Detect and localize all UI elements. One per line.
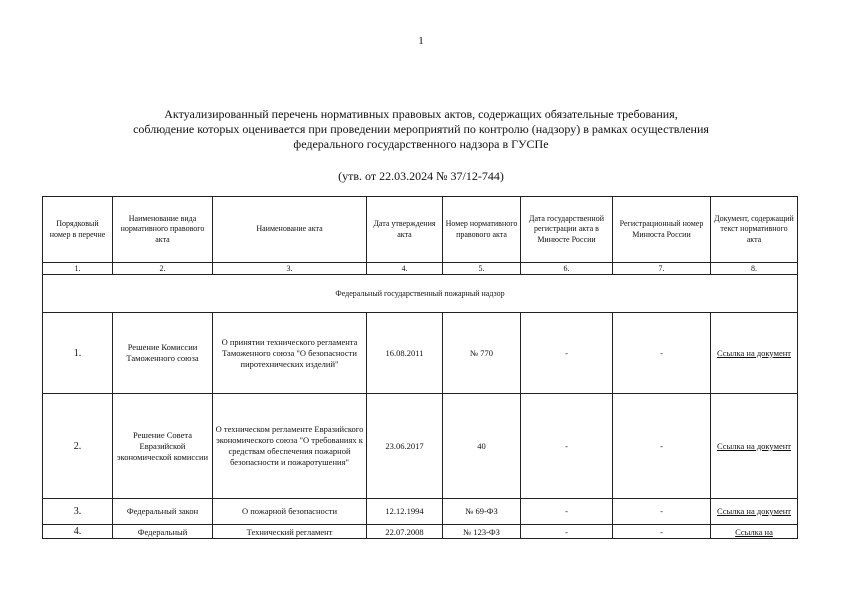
column-number-row bbox=[43, 263, 798, 275]
table-row bbox=[43, 313, 798, 394]
document-link-cell bbox=[711, 499, 798, 525]
header-row bbox=[43, 197, 798, 263]
act-kind: Решение Совета Евразийской экономической комиссии bbox=[113, 394, 213, 499]
act-name: О пожарной безопасности bbox=[213, 499, 367, 525]
registration-number: - bbox=[613, 525, 711, 539]
act-number: № 770 bbox=[443, 313, 521, 394]
header-cell: Наименование акта bbox=[213, 197, 367, 263]
column-number: 5. bbox=[443, 263, 521, 275]
column-number: 1. bbox=[43, 263, 113, 275]
title-line: соблюдение которых оценивается при проведении мероприятий по контролю (надзору) в рамках осуществления bbox=[133, 122, 709, 136]
registration-number: - bbox=[613, 499, 711, 525]
column-number: 3. bbox=[213, 263, 367, 275]
approval-note: (утв. от 22.03.2024 № 37/12-744) bbox=[338, 169, 504, 183]
registration-date: - bbox=[521, 525, 613, 539]
row-index: 4. bbox=[43, 525, 113, 539]
act-kind: Решение Комиссии Таможенного союза bbox=[113, 313, 213, 394]
act-number: № 69-ФЗ bbox=[443, 499, 521, 525]
document-link[interactable]: Ссылка на bbox=[735, 526, 773, 537]
document-link-cell bbox=[711, 313, 798, 394]
header-cell: Наименование вида нормативного правового акта bbox=[113, 197, 213, 263]
row-index: 1. bbox=[43, 313, 113, 394]
column-number: 2. bbox=[113, 263, 213, 275]
act-name: О техническом регламенте Евразийского экономического союза "О требованиях к средствам обеспечения пожарной безопасности и пожаротушения" bbox=[213, 394, 367, 499]
document-link[interactable]: Ссылка на документ bbox=[717, 506, 791, 516]
document-link-cell bbox=[711, 525, 798, 539]
column-number: 6. bbox=[521, 263, 613, 275]
document-link[interactable]: Ссылка на документ bbox=[717, 347, 791, 358]
table-row bbox=[43, 499, 798, 525]
header-cell: Документ, содержащий текст нормативного акта bbox=[711, 197, 798, 263]
header-cell: Регистрационный номер Минюста России bbox=[613, 197, 711, 263]
document-link-cell bbox=[711, 394, 798, 499]
title-line: федерального государственного надзора в ГУСПе bbox=[293, 137, 549, 151]
act-number: 40 bbox=[443, 394, 521, 499]
registration-date: - bbox=[521, 499, 613, 525]
column-number: 4. bbox=[367, 263, 443, 275]
header-cell: Номер нормативного правового акта bbox=[443, 197, 521, 263]
table-row bbox=[43, 394, 798, 499]
section-row bbox=[43, 275, 798, 313]
registration-number: - bbox=[613, 313, 711, 394]
table-row bbox=[43, 525, 798, 539]
act-name: О принятии технического регламента Таможенного союза "О безопасности пиротехнических изделий" bbox=[213, 313, 367, 394]
act-kind: Федеральный закон bbox=[113, 499, 213, 525]
column-number: 8. bbox=[711, 263, 798, 275]
registration-date: - bbox=[521, 313, 613, 394]
registration-date: - bbox=[521, 394, 613, 499]
header-cell: Дата государственной регистрации акта в Минюсте России bbox=[521, 197, 613, 263]
acts-table bbox=[42, 196, 798, 539]
approval-date: 12.12.1994 bbox=[367, 499, 443, 525]
header-cell: Дата утверждения акта bbox=[367, 197, 443, 263]
document-link[interactable]: Ссылка на документ bbox=[717, 440, 791, 451]
title-line: Актуализированный перечень нормативных правовых актов, содержащих обязательные требования, bbox=[164, 107, 678, 121]
act-kind: Федеральный bbox=[113, 525, 213, 539]
act-name: Технический регламент bbox=[213, 525, 367, 539]
act-number: № 123-ФЗ bbox=[443, 525, 521, 539]
row-index: 3. bbox=[43, 499, 113, 525]
section-title: Федеральный государственный пожарный надзор bbox=[43, 275, 798, 313]
column-number: 7. bbox=[613, 263, 711, 275]
approval-date: 16.08.2011 bbox=[367, 313, 443, 394]
header-cell: Порядковый номер в перечне bbox=[43, 197, 113, 263]
page-title bbox=[40, 107, 802, 152]
approval-date: 23.06.2017 bbox=[367, 394, 443, 499]
row-index: 2. bbox=[43, 394, 113, 499]
approval-date: 22.07.2008 bbox=[367, 525, 443, 539]
registration-number: - bbox=[613, 394, 711, 499]
page-number: 1 bbox=[418, 35, 424, 47]
